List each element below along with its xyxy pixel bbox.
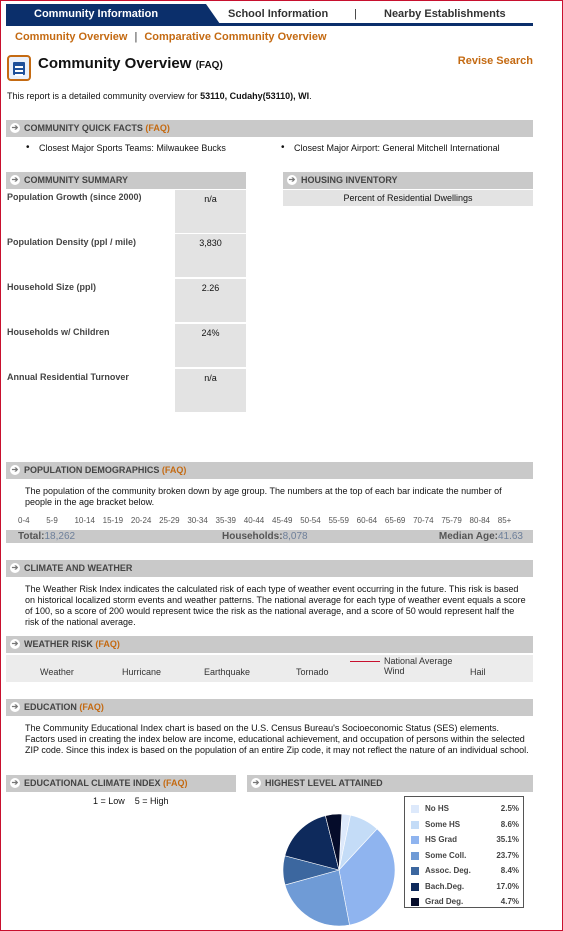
age-group-label: 20-24 bbox=[130, 516, 152, 525]
weather-risk-faq-link[interactable]: (FAQ) bbox=[95, 639, 120, 649]
legend-item bbox=[411, 834, 519, 846]
age-group-label: 60-64 bbox=[356, 516, 378, 525]
index-scale: 1 = Low 5 = High bbox=[93, 796, 169, 806]
stat-label: Population Density (ppl / mile) bbox=[7, 237, 137, 247]
legend-item bbox=[411, 850, 519, 862]
education-header[interactable]: ➔ EDUCATION (FAQ) bbox=[6, 699, 533, 716]
age-group-label: 45-49 bbox=[272, 516, 293, 525]
national-average-legend: National Average bbox=[384, 656, 453, 666]
tab-community-information[interactable]: Community Information bbox=[6, 4, 206, 24]
arrow-icon: ➔ bbox=[11, 123, 19, 132]
demographics-description: The population of the community broken down by age group. The numbers at the top of each bar indicate the number of people in the age bracket below. bbox=[25, 486, 502, 507]
sub-navigation bbox=[15, 31, 327, 43]
age-group-label: 35-39 bbox=[215, 516, 237, 525]
legend-swatch bbox=[411, 852, 419, 860]
legend-item bbox=[411, 819, 519, 831]
highest-level-header[interactable]: ➔ HIGHEST LEVEL ATTAINED bbox=[247, 775, 533, 792]
stat-label: Households w/ Children bbox=[7, 327, 110, 337]
population-totals bbox=[6, 530, 533, 543]
legend-value: 4.7% bbox=[500, 897, 519, 906]
legend-swatch bbox=[411, 883, 419, 891]
legend-value: 2.5% bbox=[500, 804, 519, 813]
stat-value: n/a bbox=[175, 369, 246, 412]
housing-inventory-header[interactable]: ➔ HOUSING INVENTORY bbox=[283, 172, 533, 189]
legend-swatch bbox=[411, 836, 419, 844]
arrow-icon: ➔ bbox=[11, 639, 19, 648]
education-description: The Community Educational Index chart is based on the U.S. Census Bureau's Socioeconomic Status (SES) elements. Factors used in creating the index below are income, educational achievement, and occupation of persons within the selected ZIP code. Since this index is based on the population of an entire Zip code, it may not reflect the nature of an individual school. bbox=[25, 723, 529, 755]
weather-risk-chart bbox=[6, 655, 533, 682]
stat-label: Annual Residential Turnover bbox=[7, 372, 129, 382]
age-group-label: 65-69 bbox=[384, 516, 406, 525]
title-faq-link[interactable]: (FAQ) bbox=[195, 60, 223, 71]
pie-legend bbox=[404, 796, 524, 908]
arrow-icon: ➔ bbox=[11, 563, 19, 572]
arrow-icon: ➔ bbox=[252, 778, 260, 787]
age-group-label: 55-59 bbox=[328, 516, 349, 525]
age-group-label: 85+ bbox=[497, 516, 512, 525]
arrow-icon: ➔ bbox=[288, 175, 296, 184]
age-group-label: 50-54 bbox=[300, 516, 321, 525]
weather-category: Earthquake bbox=[204, 667, 251, 677]
legend-swatch bbox=[411, 805, 419, 813]
arrow-icon: ➔ bbox=[11, 175, 19, 184]
legend-swatch bbox=[411, 898, 419, 906]
weather-category: Hail bbox=[470, 667, 486, 677]
total-value: 18,262 bbox=[44, 531, 76, 542]
weather-category: Tornado bbox=[296, 667, 329, 677]
quick-fact-item: • Closest Major Airport: General Mitchell International bbox=[294, 143, 500, 153]
total-label: Total: bbox=[18, 531, 45, 542]
revise-search-link[interactable]: Revise Search bbox=[457, 55, 533, 67]
weather-category: Wind bbox=[384, 666, 405, 676]
legend-label: Assoc. Deg. bbox=[425, 866, 471, 875]
legend-item bbox=[411, 896, 519, 908]
community-summary-header[interactable]: ➔ COMMUNITY SUMMARY bbox=[6, 172, 246, 189]
quick-facts-faq-link[interactable]: (FAQ) bbox=[145, 123, 170, 133]
stat-label: Population Growth (since 2000) bbox=[7, 192, 142, 202]
page-title: Community Overview (FAQ) bbox=[38, 55, 223, 72]
arrow-icon: ➔ bbox=[11, 778, 19, 787]
legend-label: HS Grad bbox=[425, 835, 458, 844]
weather-category: Hurricane bbox=[122, 667, 162, 677]
legend-label: Grad Deg. bbox=[425, 897, 464, 906]
age-group-label: 70-74 bbox=[413, 516, 434, 525]
climate-weather-header[interactable]: ➔ CLIMATE AND WEATHER bbox=[6, 560, 533, 577]
legend-value: 17.0% bbox=[496, 881, 519, 891]
legend-label: Some Coll. bbox=[425, 850, 467, 860]
legend-label: Bach.Deg. bbox=[425, 881, 465, 891]
tab-nearby-establishments[interactable]: Nearby Establishments bbox=[384, 8, 506, 20]
stat-value: 2.26 bbox=[175, 279, 246, 322]
median-age-label: Median Age: bbox=[438, 531, 498, 542]
education-faq-link[interactable]: (FAQ) bbox=[79, 702, 104, 712]
education-pie-chart bbox=[283, 812, 403, 931]
subtab-comparative-overview[interactable]: Comparative Community Overview bbox=[144, 31, 327, 43]
age-group-label: 40-44 bbox=[243, 516, 265, 525]
population-demographics-header[interactable]: ➔ POPULATION DEMOGRAPHICS (FAQ) bbox=[6, 462, 533, 479]
report-icon bbox=[7, 55, 31, 81]
climate-description: The Weather Risk Index indicates the calculated risk of each type of weather event occurring in the future. This risk is based on historical localized storm events and weather patterns. The national average for each type of weather event equals a score of 100, so a score of 200 would represent twice the risk as the national average, and a score of 50 would represent half the risk of the national average. bbox=[25, 584, 526, 627]
subtab-community-overview[interactable]: Community Overview bbox=[15, 31, 128, 43]
age-group-label: 5-9 bbox=[46, 516, 58, 525]
median-age-value: 41.63 bbox=[497, 531, 523, 542]
age-group-label: 80-84 bbox=[469, 516, 491, 525]
age-group-label: 10-14 bbox=[74, 516, 95, 525]
weather-category: Weather bbox=[40, 667, 74, 677]
age-group-label: 15-19 bbox=[102, 516, 124, 525]
weather-risk-header[interactable]: ➔ WEATHER RISK (FAQ) bbox=[6, 636, 533, 653]
intro-text: This report is a detailed community overview for 53110, Cudahy(53110), WI. bbox=[7, 91, 312, 101]
arrow-icon: ➔ bbox=[11, 702, 19, 711]
stat-value: 3,830 bbox=[175, 234, 246, 277]
age-group-label: 75-79 bbox=[441, 516, 462, 525]
subtab-separator: | bbox=[134, 31, 138, 43]
tab-separator: | bbox=[354, 8, 357, 20]
legend-swatch bbox=[411, 821, 419, 829]
top-navigation bbox=[6, 4, 533, 26]
national-average-line bbox=[350, 661, 380, 662]
legend-item bbox=[411, 865, 519, 877]
tab-school-information[interactable]: School Information bbox=[228, 8, 329, 20]
legend-label: Some HS bbox=[425, 819, 461, 829]
legend-label: No HS bbox=[425, 804, 449, 813]
age-group-label: 0-4 bbox=[18, 516, 30, 525]
households-label: Households: bbox=[222, 531, 283, 542]
housing-caption: Percent of Residential Dwellings bbox=[283, 190, 533, 206]
demographics-faq-link[interactable]: (FAQ) bbox=[161, 465, 187, 475]
quick-facts-header[interactable]: ➔ COMMUNITY QUICK FACTS (FAQ) bbox=[6, 120, 533, 137]
climate-index-faq-link[interactable]: (FAQ) bbox=[163, 778, 188, 788]
stat-value: 24% bbox=[175, 324, 246, 367]
legend-value: 8.4% bbox=[500, 866, 519, 875]
stat-value: n/a bbox=[175, 190, 246, 233]
legend-value: 23.7% bbox=[496, 850, 519, 860]
households-value: 8,078 bbox=[282, 531, 308, 542]
legend-swatch bbox=[411, 867, 419, 875]
legend-value: 35.1% bbox=[496, 835, 519, 844]
educational-climate-index-header[interactable]: ➔ EDUCATIONAL CLIMATE INDEX (FAQ) bbox=[6, 775, 236, 792]
stat-label: Household Size (ppl) bbox=[7, 282, 96, 292]
arrow-icon: ➔ bbox=[11, 465, 19, 474]
age-group-label: 25-29 bbox=[159, 516, 180, 525]
legend-item bbox=[411, 881, 519, 893]
age-group-label: 30-34 bbox=[187, 516, 208, 525]
legend-value: 8.6% bbox=[500, 819, 519, 829]
quick-fact-item: • Closest Major Sports Teams: Milwaukee Bucks bbox=[39, 143, 226, 153]
legend-item bbox=[411, 803, 519, 815]
